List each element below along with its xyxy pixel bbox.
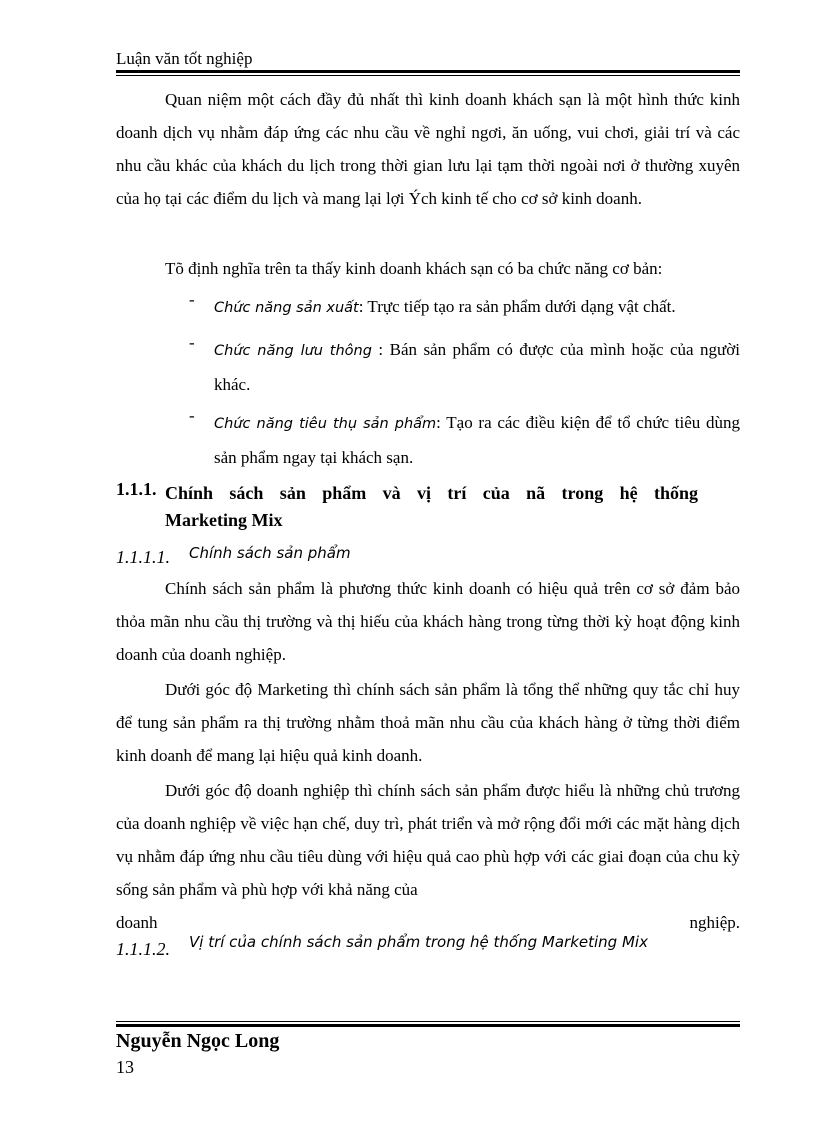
functions-intro: Tõ định nghĩa trên ta thấy kinh doanh khách sạn có ba chức năng cơ bản: — [165, 259, 663, 278]
function-sep: : — [436, 413, 441, 432]
section-body — [116, 572, 740, 939]
function-text: Tạo ra các điều kiện để tổ chức tiêu dùng sản phẩm ngay tại khách sạn. — [214, 413, 740, 467]
subsection-number: 1.1.1.1. — [116, 547, 170, 567]
function-sep: : — [371, 340, 384, 359]
paragraph: Chính sách sản phẩm là phương thức kinh doanh có hiệu quả trên cơ sở đảm bảo thỏa mãn nhu cầu thị trường và thị hiếu của khách hàng trong từng thời kỳ hoạt động kinh doanh của doanh nghiệp. — [116, 579, 740, 664]
page-number: 13 — [116, 1057, 134, 1077]
last-line-left: doanh — [116, 913, 158, 932]
function-item — [214, 333, 740, 402]
paragraph: Dưới góc độ doanh nghiệp thì chính sách sản phẩm được hiểu là những chủ trương của doanh nghiệp về việc hạn chế, duy trì, phát triển và mở rộng đổi mới các mặt hàng dịch vụ nhằm đáp ứng nhu cầu tiêu dùng với hiệu quả cao phù hợp với các giai đoạn của chu kỳ sống sản phẩm và phù hợp với khả năng của — [116, 781, 740, 899]
function-label: Chức năng sản xuất — [214, 300, 359, 316]
function-text: Trực tiếp tạo ra sản phẩm dưới dạng vật chất. — [363, 297, 676, 316]
last-line-right: nghiệp. — [689, 913, 740, 932]
subsection-number: 1.1.1.2. — [116, 939, 170, 959]
footer-author: Nguyễn Ngọc Long — [116, 1030, 280, 1052]
bullet-dash: - — [189, 290, 195, 309]
intro-block — [116, 83, 740, 215]
function-label: Chức năng tiêu thụ sản phẩm — [214, 416, 437, 432]
header-rule-thin — [116, 75, 740, 76]
bullet-dash: - — [189, 406, 195, 425]
intro-paragraph: Quan niệm một cách đầy đủ nhất thì kinh doanh khách sạn là một hình thức kinh doanh dịch vụ nhằm đáp ứng các nhu cầu về nghỉ ngơi, ăn uống, vui chơi, giải trí và các nhu cầu khác của khách du lịch trong thời gian lưu lại tạm thời ngoài nơi ở thường xuyên của họ tại các điểm du lịch và mang lại lợi Ých kinh tế cho cơ sở kinh doanh. — [116, 90, 740, 208]
function-label: Chức năng lưu thông — [214, 343, 372, 359]
function-item — [214, 406, 740, 475]
paragraph: Dưới góc độ Marketing thì chính sách sản phẩm là tổng thể những quy tắc chỉ huy để tung sản phẩm ra thị trường nhằm thoả mãn nhu cầu của khách hàng ở từng thời điểm kinh doanh để mang lại hiệu quả kinh doanh. — [116, 680, 740, 765]
function-sep: : — [358, 297, 364, 316]
footer-rule-thick — [116, 1024, 740, 1027]
bullet-dash: - — [189, 333, 195, 352]
section-number: 1.1.1. — [116, 479, 157, 499]
header-rule-thick — [116, 70, 740, 73]
function-item — [214, 290, 740, 325]
header-title: Luận văn tốt nghiệp — [116, 49, 253, 68]
footer-rule-thin — [116, 1021, 740, 1022]
subsection-title: Vị trí của chính sách sản phẩm trong hệ thống Marketing Mix — [189, 933, 648, 951]
function-text: Bán sản phẩm có được của mình hoặc của người khác. — [214, 340, 740, 394]
section-title: Chính sách sản phẩm và vị trí của nã trong hệ thống — [165, 483, 698, 503]
subsection-title: Chính sách sản phẩm — [189, 544, 351, 562]
section-title-cont: Marketing Mix — [165, 510, 283, 530]
